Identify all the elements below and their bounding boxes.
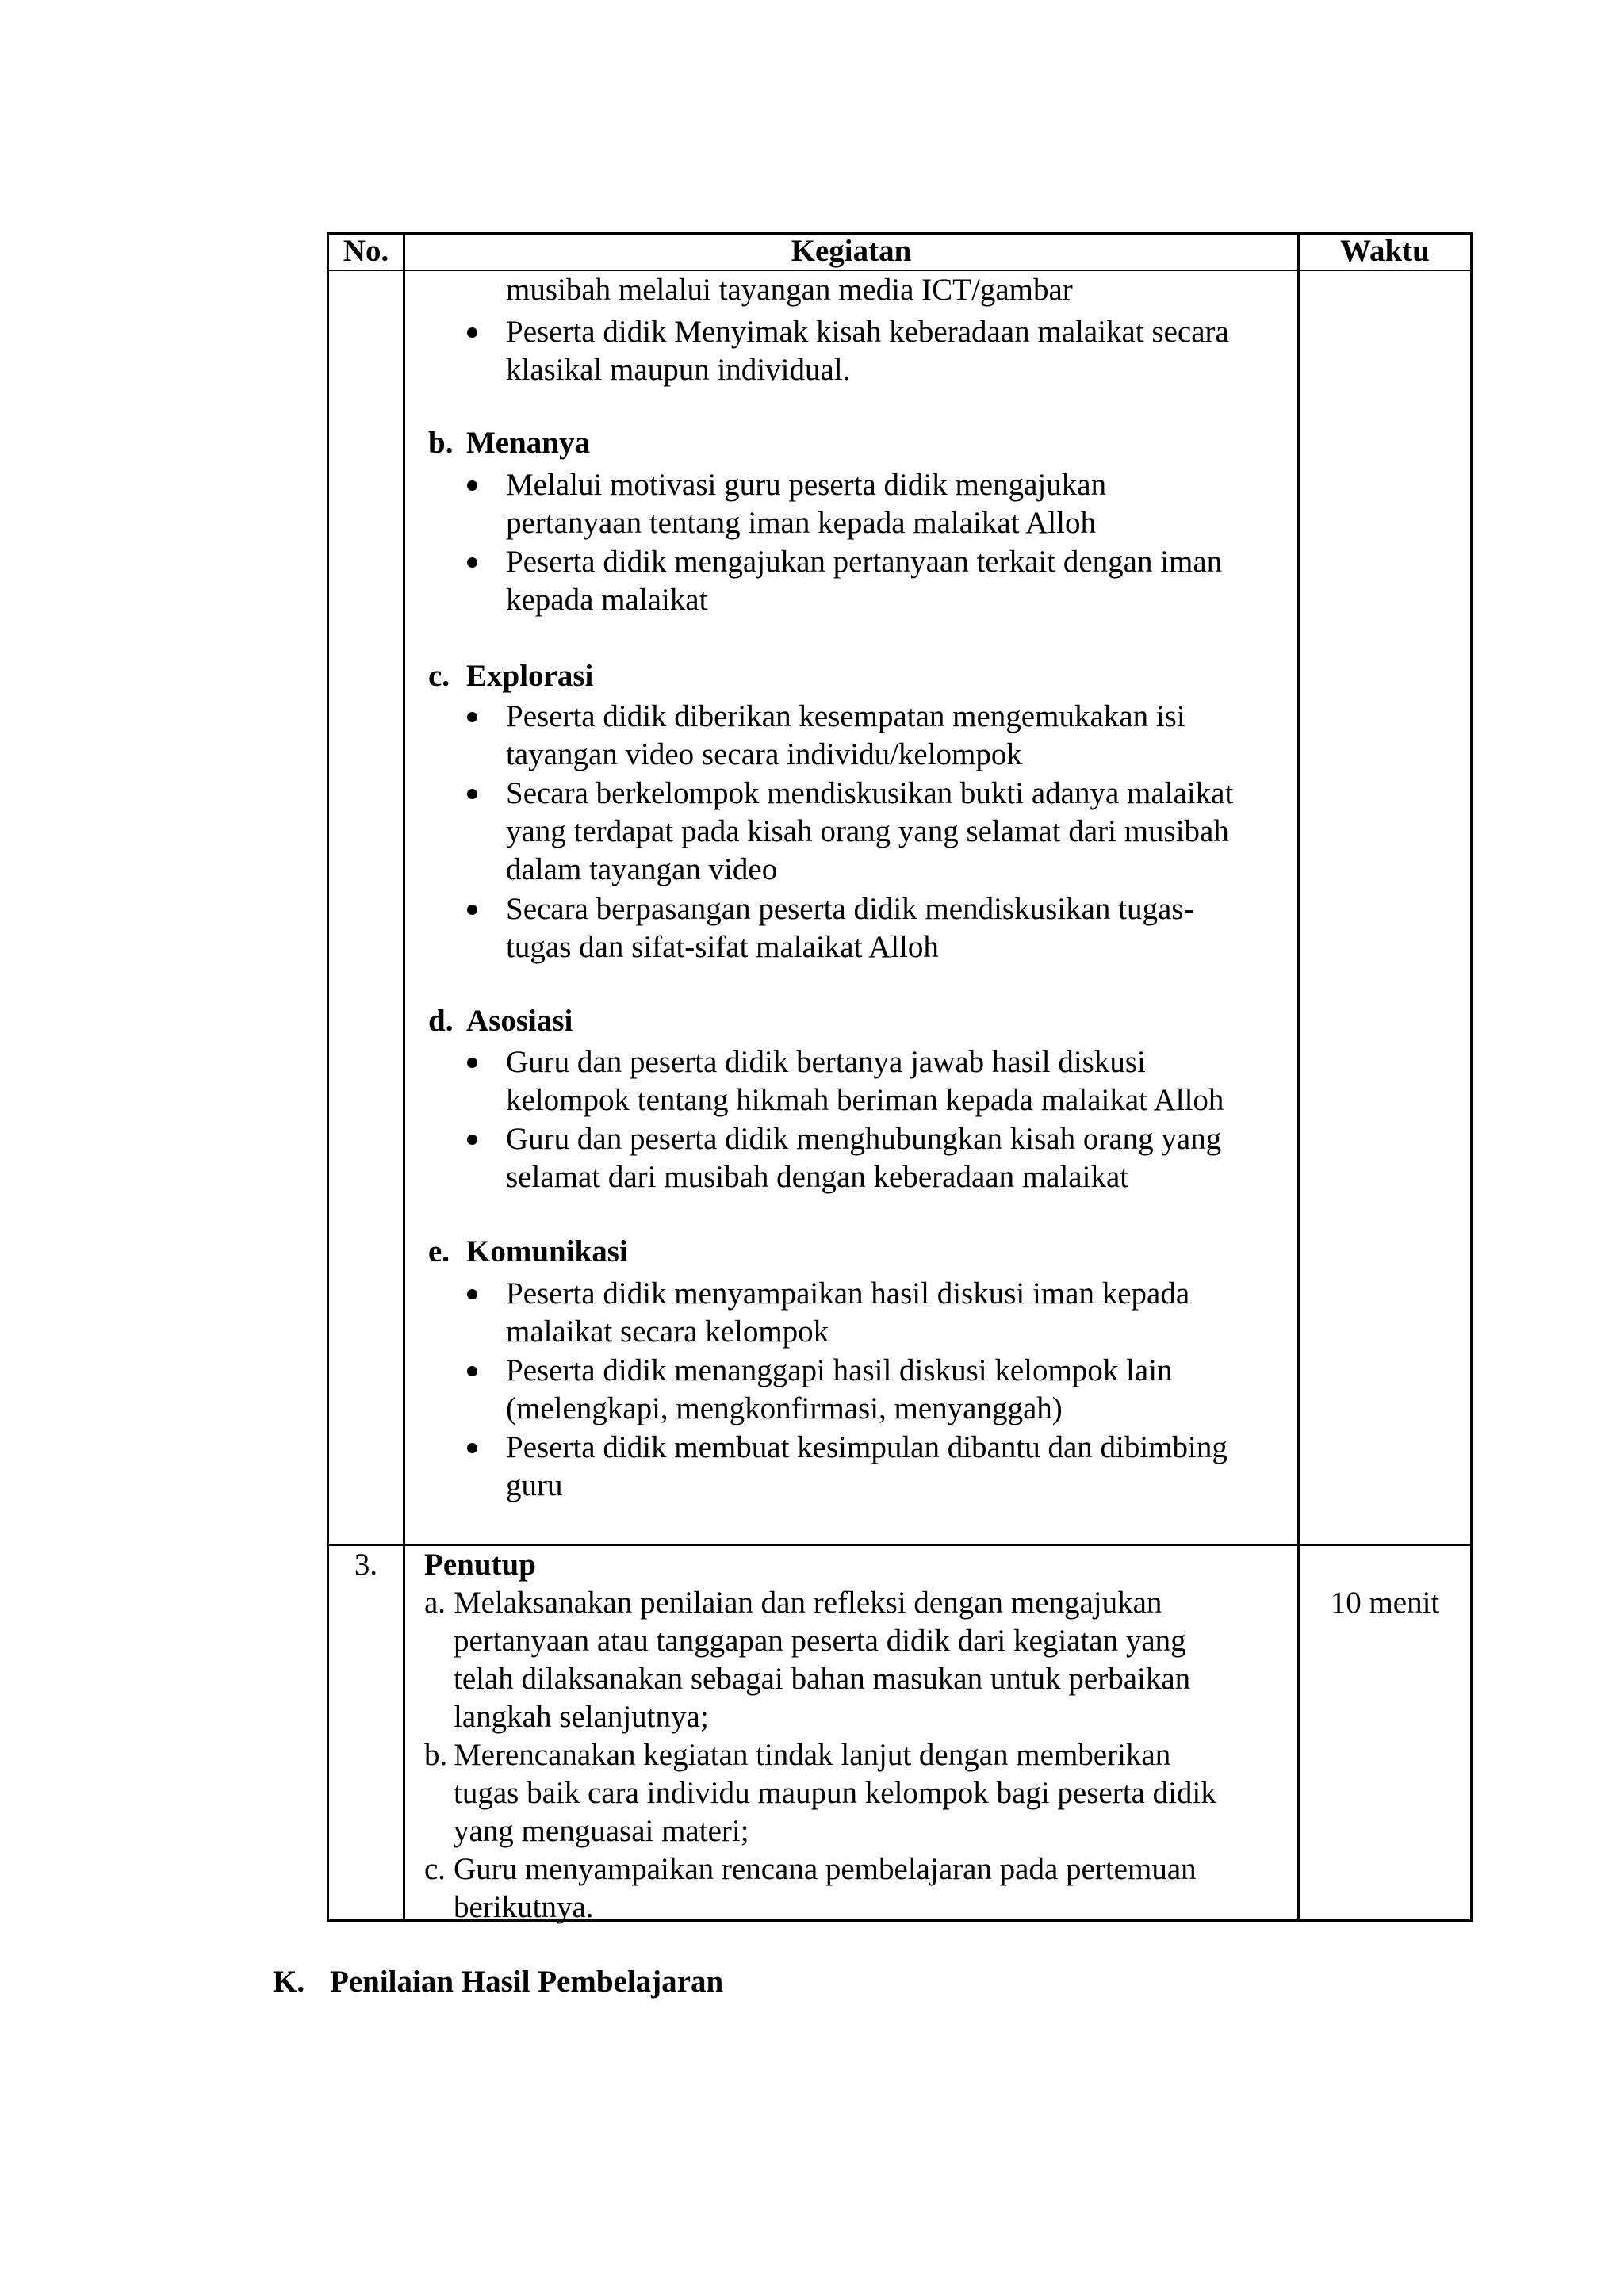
item-text: telah dilaksanakan sebagai bahan masukan untuk perbaikan	[454, 1662, 1191, 1696]
bullet-dot	[467, 1443, 477, 1453]
item-text: yang menguasai materi;	[454, 1814, 749, 1848]
row-number: 3.	[354, 1548, 378, 1582]
closing-title: Penutup	[424, 1548, 536, 1582]
col-divider-2	[1297, 232, 1300, 1922]
bullet-dot	[467, 712, 477, 722]
bullet-text: kepada malaikat	[506, 583, 708, 617]
bullet-text: kelompok tentang hikmah beriman kepada malaikat Alloh	[506, 1083, 1224, 1117]
bullet-text: guru	[506, 1468, 563, 1502]
table-border-right	[1470, 232, 1473, 1922]
bullet-text: (melengkapi, mengkonfirmasi, menyanggah)	[506, 1391, 1063, 1425]
header-kegiatan: Kegiatan	[791, 234, 912, 268]
col-divider-1	[403, 232, 405, 1922]
item-text: tugas baik cara individu maupun kelompok bagi peserta didik	[454, 1776, 1216, 1810]
bullet-text: Peserta didik Menyimak kisah keberadaan malaikat secara	[506, 315, 1229, 349]
bullet-dot	[467, 557, 477, 568]
bullet-dot	[467, 327, 477, 338]
bullet-text: Peserta didik menanggapi hasil diskusi kelompok lain	[506, 1353, 1173, 1387]
bullet-text: Peserta didik mengajukan pertanyaan terkait dengan iman	[506, 545, 1223, 579]
section-title: Menanya	[466, 426, 590, 460]
item-text: Merencanakan kegiatan tindak lanjut dengan memberikan	[454, 1738, 1171, 1772]
item-letter: a.	[424, 1586, 446, 1620]
bullet-text: Guru dan peserta didik menghubungkan kisah orang yang	[506, 1122, 1222, 1156]
bullet-text: Secara berkelompok mendiskusikan bukti adanya malaikat	[506, 776, 1234, 810]
bullet-text: Secara berpasangan peserta didik mendiskusikan tugas-	[506, 892, 1194, 926]
continued-text: musibah melalui tayangan media ICT/gambar	[506, 273, 1073, 307]
bullet-text: tayangan video secara individu/kelompok	[506, 737, 1022, 771]
section-letter: d.	[428, 1004, 454, 1038]
bullet-dot	[467, 1135, 477, 1145]
bullet-text: dalam tayangan video	[506, 852, 778, 886]
section-heading-title: Penilaian Hasil Pembelajaran	[330, 1965, 724, 1999]
bullet-text: tugas dan sifat-sifat malaikat Alloh	[506, 930, 939, 964]
item-text: Melaksanakan penilaian dan refleksi dengan mengajukan	[454, 1586, 1162, 1620]
bullet-text: Peserta didik membuat kesimpulan dibantu dan dibimbing	[506, 1430, 1228, 1464]
item-text: pertanyaan atau tanggapan peserta didik dari kegiatan yang	[454, 1624, 1186, 1658]
bullet-text: Melalui motivasi guru peserta didik mengajukan	[506, 468, 1107, 502]
item-letter: b.	[424, 1738, 448, 1772]
item-text: langkah selanjutnya;	[454, 1700, 709, 1734]
item-letter: c.	[424, 1852, 446, 1886]
item-text: berikutnya.	[454, 1890, 594, 1924]
bullet-dot	[467, 1366, 477, 1376]
table-border-left	[327, 232, 329, 1922]
bullet-dot	[467, 1058, 477, 1068]
bullet-dot	[467, 905, 477, 915]
bullet-text: malaikat secara kelompok	[506, 1314, 829, 1349]
section-title: Explorasi	[466, 659, 594, 693]
header-waktu: Waktu	[1340, 234, 1430, 268]
section-heading-letter: K.	[273, 1965, 305, 1999]
bullet-text: selamat dari musibah dengan keberadaan malaikat	[506, 1160, 1129, 1194]
section-title: Komunikasi	[466, 1234, 628, 1269]
bullet-text: Guru dan peserta didik bertanya jawab hasil diskusi	[506, 1045, 1146, 1079]
bullet-dot	[467, 1289, 477, 1299]
bullet-dot	[467, 480, 477, 491]
bullet-text: pertanyaan tentang iman kepada malaikat Alloh	[506, 506, 1096, 540]
bullet-text: Peserta didik diberikan kesempatan mengemukakan isi	[506, 699, 1185, 733]
bullet-text: klasikal maupun individual.	[506, 353, 851, 387]
closing-duration: 10 menit	[1330, 1586, 1440, 1620]
bullet-text: Peserta didik menyampaikan hasil diskusi iman kepada	[506, 1276, 1190, 1311]
bullet-text: yang terdapat pada kisah orang yang selamat dari musibah	[506, 814, 1229, 848]
item-text: Guru menyampaikan rencana pembelajaran pada pertemuan	[454, 1852, 1197, 1886]
header-no: No.	[343, 234, 389, 268]
section-letter: e.	[428, 1234, 450, 1269]
section-letter: c.	[428, 659, 450, 693]
bullet-dot	[467, 789, 477, 799]
section-title: Asosiasi	[466, 1004, 573, 1038]
section-letter: b.	[428, 426, 454, 460]
